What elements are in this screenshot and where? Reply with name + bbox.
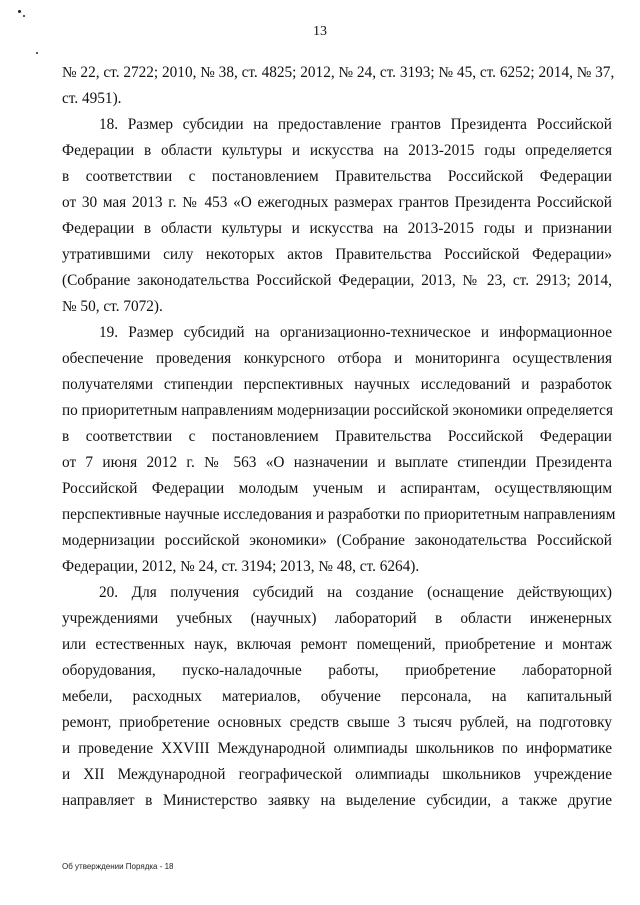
footer-note: Об утверждении Порядка - 18	[62, 862, 174, 871]
text-line: обеспечение проведения конкурсного отбора и мониторинга осуществления	[62, 350, 612, 367]
text-line: в соответствии с постановлением Правительства Российской Федерации	[62, 168, 612, 185]
text-line: 18. Размер субсидии на предоставление грантов Президента Российской	[99, 116, 612, 133]
scan-speck	[36, 52, 38, 54]
text-line: 20. Для получения субсидий на создание (оснащение действующих)	[99, 584, 612, 601]
scan-speck	[23, 15, 25, 17]
text-line: (Собрание законодательства Российской Федерации, 2013, № 23, ст. 2913; 2014,	[62, 272, 612, 289]
page-number: 13	[313, 24, 327, 39]
text-line: Федерации, 2012, № 24, ст. 3194; 2013, № 48, ст. 6264).	[62, 558, 420, 575]
text-line: ст. 4951).	[62, 90, 122, 107]
text-line: № 22, ст. 2722; 2010, № 38, ст. 4825; 2012, № 24, ст. 3193; № 45, ст. 6252; 2014, № 37,	[62, 64, 615, 81]
text-line: мебели, расходных материалов, обучение персонала, на капитальный	[62, 688, 612, 705]
text-line: Российской Федерации молодым ученым и аспирантам, осуществляющим	[62, 480, 612, 497]
text-line: или естественных наук, включая ремонт помещений, приобретение и монтаж	[62, 636, 612, 653]
text-line: 19. Размер субсидий на организационно-техническое и информационное	[99, 324, 612, 341]
text-line: утратившими силу некоторых актов Правительства Российской Федерации»	[62, 246, 612, 263]
text-line: и проведение XXVIII Международной олимпиады школьников по информатике	[62, 740, 612, 757]
text-line: № 50, ст. 7072).	[62, 298, 163, 315]
text-line: оборудования, пуско-наладочные работы, приобретение лабораторной	[62, 662, 612, 679]
text-line: получателями стипендии перспективных научных исследований и разработок	[62, 376, 612, 393]
text-line: направляет в Министерство заявку на выделение субсидии, а также другие	[62, 792, 612, 809]
scan-speck	[18, 10, 21, 13]
text-line: Федерации в области культуры и искусства на 2013-2015 годы определяется	[62, 142, 612, 159]
text-line: от 30 мая 2013 г. № 453 «О ежегодных размерах грантов Президента Российской	[62, 194, 612, 211]
text-line: в соответствии с постановлением Правительства Российской Федерации	[62, 428, 612, 445]
text-line: по приоритетным направлениям модернизации российской экономики определяется	[62, 402, 613, 419]
text-line: и XII Международной географической олимпиады школьников учреждение	[62, 766, 612, 783]
text-line: перспективные научные исследования и разработки по приоритетным направлениям	[62, 506, 616, 523]
body-text	[62, 60, 616, 814]
text-line: учреждениями учебных (научных) лабораторий в области инженерных	[62, 610, 612, 627]
text-line: Федерации в области культуры и искусства на 2013-2015 годы и признании	[62, 220, 612, 237]
text-line: от 7 июня 2012 г. № 563 «О назначении и выплате стипендии Президента	[62, 454, 612, 471]
text-line: ремонт, приобретение основных средств свыше 3 тысяч рублей, на подготовку	[62, 714, 612, 731]
text-line: модернизации российской экономики» (Собрание законодательства Российской	[62, 532, 612, 549]
